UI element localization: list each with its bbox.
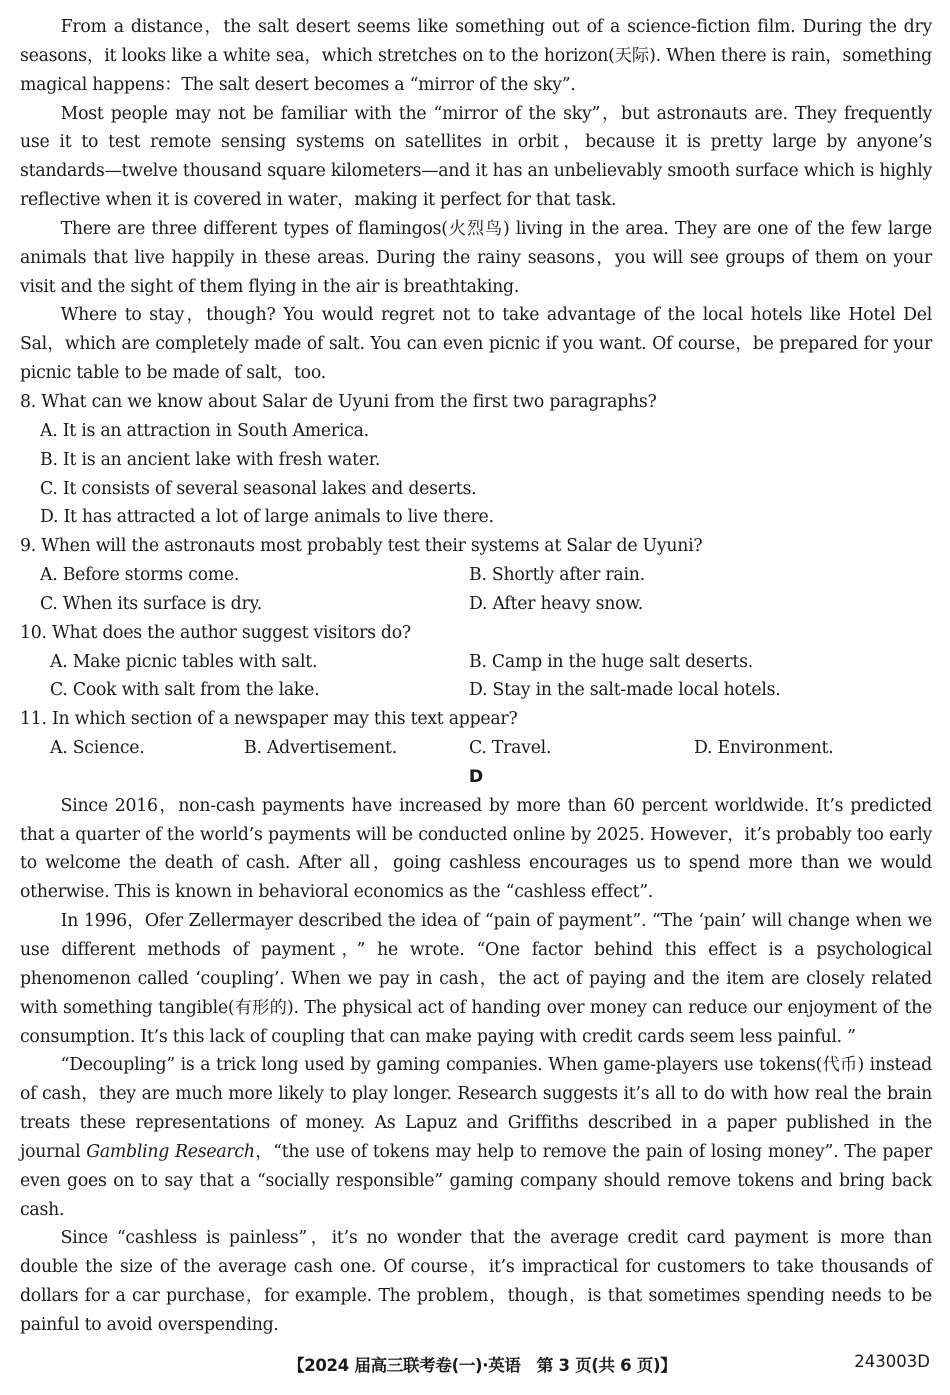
passage-c-paragraph-2: Most people may not be familiar with the “mirror of the sky”，but astronauts are. They frequently use it to test remote sensing systems on satellites in orbit，because it is pretty large by anyone’s standards—twelve thousand square kilometers—and it has an unbelievably smooth surface which is highly reflective when it is covered in water，making it perfect for that task. bbox=[20, 103, 932, 211]
option-row bbox=[20, 590, 932, 619]
question-8 bbox=[20, 388, 932, 532]
option-d: D. It has attracted a lot of large animals to live there. bbox=[40, 507, 494, 528]
option-c: C. Travel. bbox=[469, 738, 552, 759]
question-stem: 11. In which section of a newspaper may this text appear? bbox=[20, 709, 518, 730]
passage-c-paragraph-3: There are three different types of flamingos(火烈鸟) living in the area. They are one of the few large animals that live happily in these areas. During the rainy seasons，you will see groups of them on your visit and the sight of them flying in the air is breathtaking. bbox=[20, 218, 932, 297]
option-d: D. After heavy snow. bbox=[469, 593, 644, 614]
passage-c-paragraph-1: From a distance，the salt desert seems like something out of a science-fiction film. During the dry seasons，it looks like a white sea，which stretches on to the horizon(天际). When there is rain，something magical happens：The salt desert becomes a “mirror of the sky”. bbox=[20, 17, 932, 95]
option-a: A. Make picnic tables with salt. bbox=[50, 651, 318, 672]
question-stem: 8. What can we know about Salar de Uyuni from the first two paragraphs? bbox=[20, 391, 657, 412]
paragraph-text: ，“the use of tokens may help to remove the pain of losing money”. The paper even goes on to say that a “socially responsible” gaming company should remove tokens and bring back cash. bbox=[20, 1141, 932, 1220]
passage-d-paragraph-3 bbox=[20, 1051, 932, 1224]
option-b: B. Camp in the huge salt deserts. bbox=[469, 651, 753, 672]
option-row bbox=[20, 561, 932, 590]
exam-footer-label: 【2024 届高三联考卷(一)·英语 第 3 页(共 6 页)】 bbox=[288, 1356, 677, 1375]
question-stem: 10. What does the author suggest visitors do? bbox=[20, 622, 411, 643]
paragraph-text: “Decoupling” is a trick long used by gaming companies. When game-players use tokens(代币) instead of cash，they are much more likely to play longer. Research suggests it’s all to do with how real the brain treats these representations of money. As Lapuz and Griffiths described in a paper published in the journal bbox=[20, 1055, 932, 1162]
option-a: A. It is an attraction in South America. bbox=[40, 420, 369, 441]
option-c: C. It consists of several seasonal lakes and deserts. bbox=[40, 478, 477, 499]
option-b: B. It is an ancient lake with fresh water. bbox=[40, 449, 381, 470]
option-c: C. When its surface is dry. bbox=[40, 593, 262, 614]
question-9 bbox=[20, 532, 932, 619]
option-a: A. Science. bbox=[50, 738, 145, 759]
option-row bbox=[20, 676, 932, 705]
passage-d-paragraph-1: Since 2016，non-cash payments have increased by more than 60 percent worldwide. It’s predicted that a quarter of the world’s payments will be conducted online by 2025. However，it’s probably too early to welcome the death of cash. After all，going cashless encourages us to spend more than we would otherwise. This is known in behavioral economics as the “cashless effect”. bbox=[20, 795, 932, 903]
option-d: D. Stay in the salt-made local hotels. bbox=[469, 680, 781, 701]
question-10 bbox=[20, 619, 932, 706]
option-b: B. Advertisement. bbox=[244, 738, 397, 759]
passage-c-paragraph-4: Where to stay，though? You would regret not to take advantage of the local hotels like Hotel Del Sal，which are completely made of salt. You can even picnic if you want. Of course，be prepared for your picnic table to be made of salt，too. bbox=[20, 305, 932, 384]
option-row bbox=[20, 648, 932, 677]
passage-d-paragraph-2: In 1996，Ofer Zellermayer described the idea of “pain of payment”. “The ‘pain’ will change when we use different methods of payment，” he wrote. “One factor behind this effect is a psychological phenomenon called ‘coupling’. When we pay in cash，the act of paying and the item are closely related with something tangible(有形的). The physical act of handing over money can reduce our enjoyment of the consumption. It’s this lack of coupling that can make paying with credit cards seem less painful. ” bbox=[20, 911, 932, 1047]
option-d: D. Environment. bbox=[694, 738, 834, 759]
option-c: C. Cook with salt from the lake. bbox=[50, 680, 320, 701]
option-row bbox=[20, 734, 932, 763]
question-stem: 9. When will the astronauts most probably test their systems at Salar de Uyuni? bbox=[20, 536, 703, 557]
journal-title: Gambling Research bbox=[86, 1141, 255, 1162]
passage-d-paragraph-4: Since “cashless is painless”，it’s no wonder that the average credit card payment is more than double the size of the average cash one. Of course，it’s impractical for customers to take thousands of dollars for a car purchase，for example. The problem，though，is that sometimes spending needs to be painful to avoid overspending. bbox=[20, 1228, 932, 1335]
question-11 bbox=[20, 705, 932, 763]
exam-page bbox=[20, 13, 932, 1340]
option-a: A. Before storms come. bbox=[40, 565, 240, 586]
option-b: B. Shortly after rain. bbox=[469, 565, 645, 586]
page-footer bbox=[0, 1352, 950, 1376]
exam-code: 243003D bbox=[854, 1352, 930, 1371]
section-title: D bbox=[468, 766, 484, 787]
